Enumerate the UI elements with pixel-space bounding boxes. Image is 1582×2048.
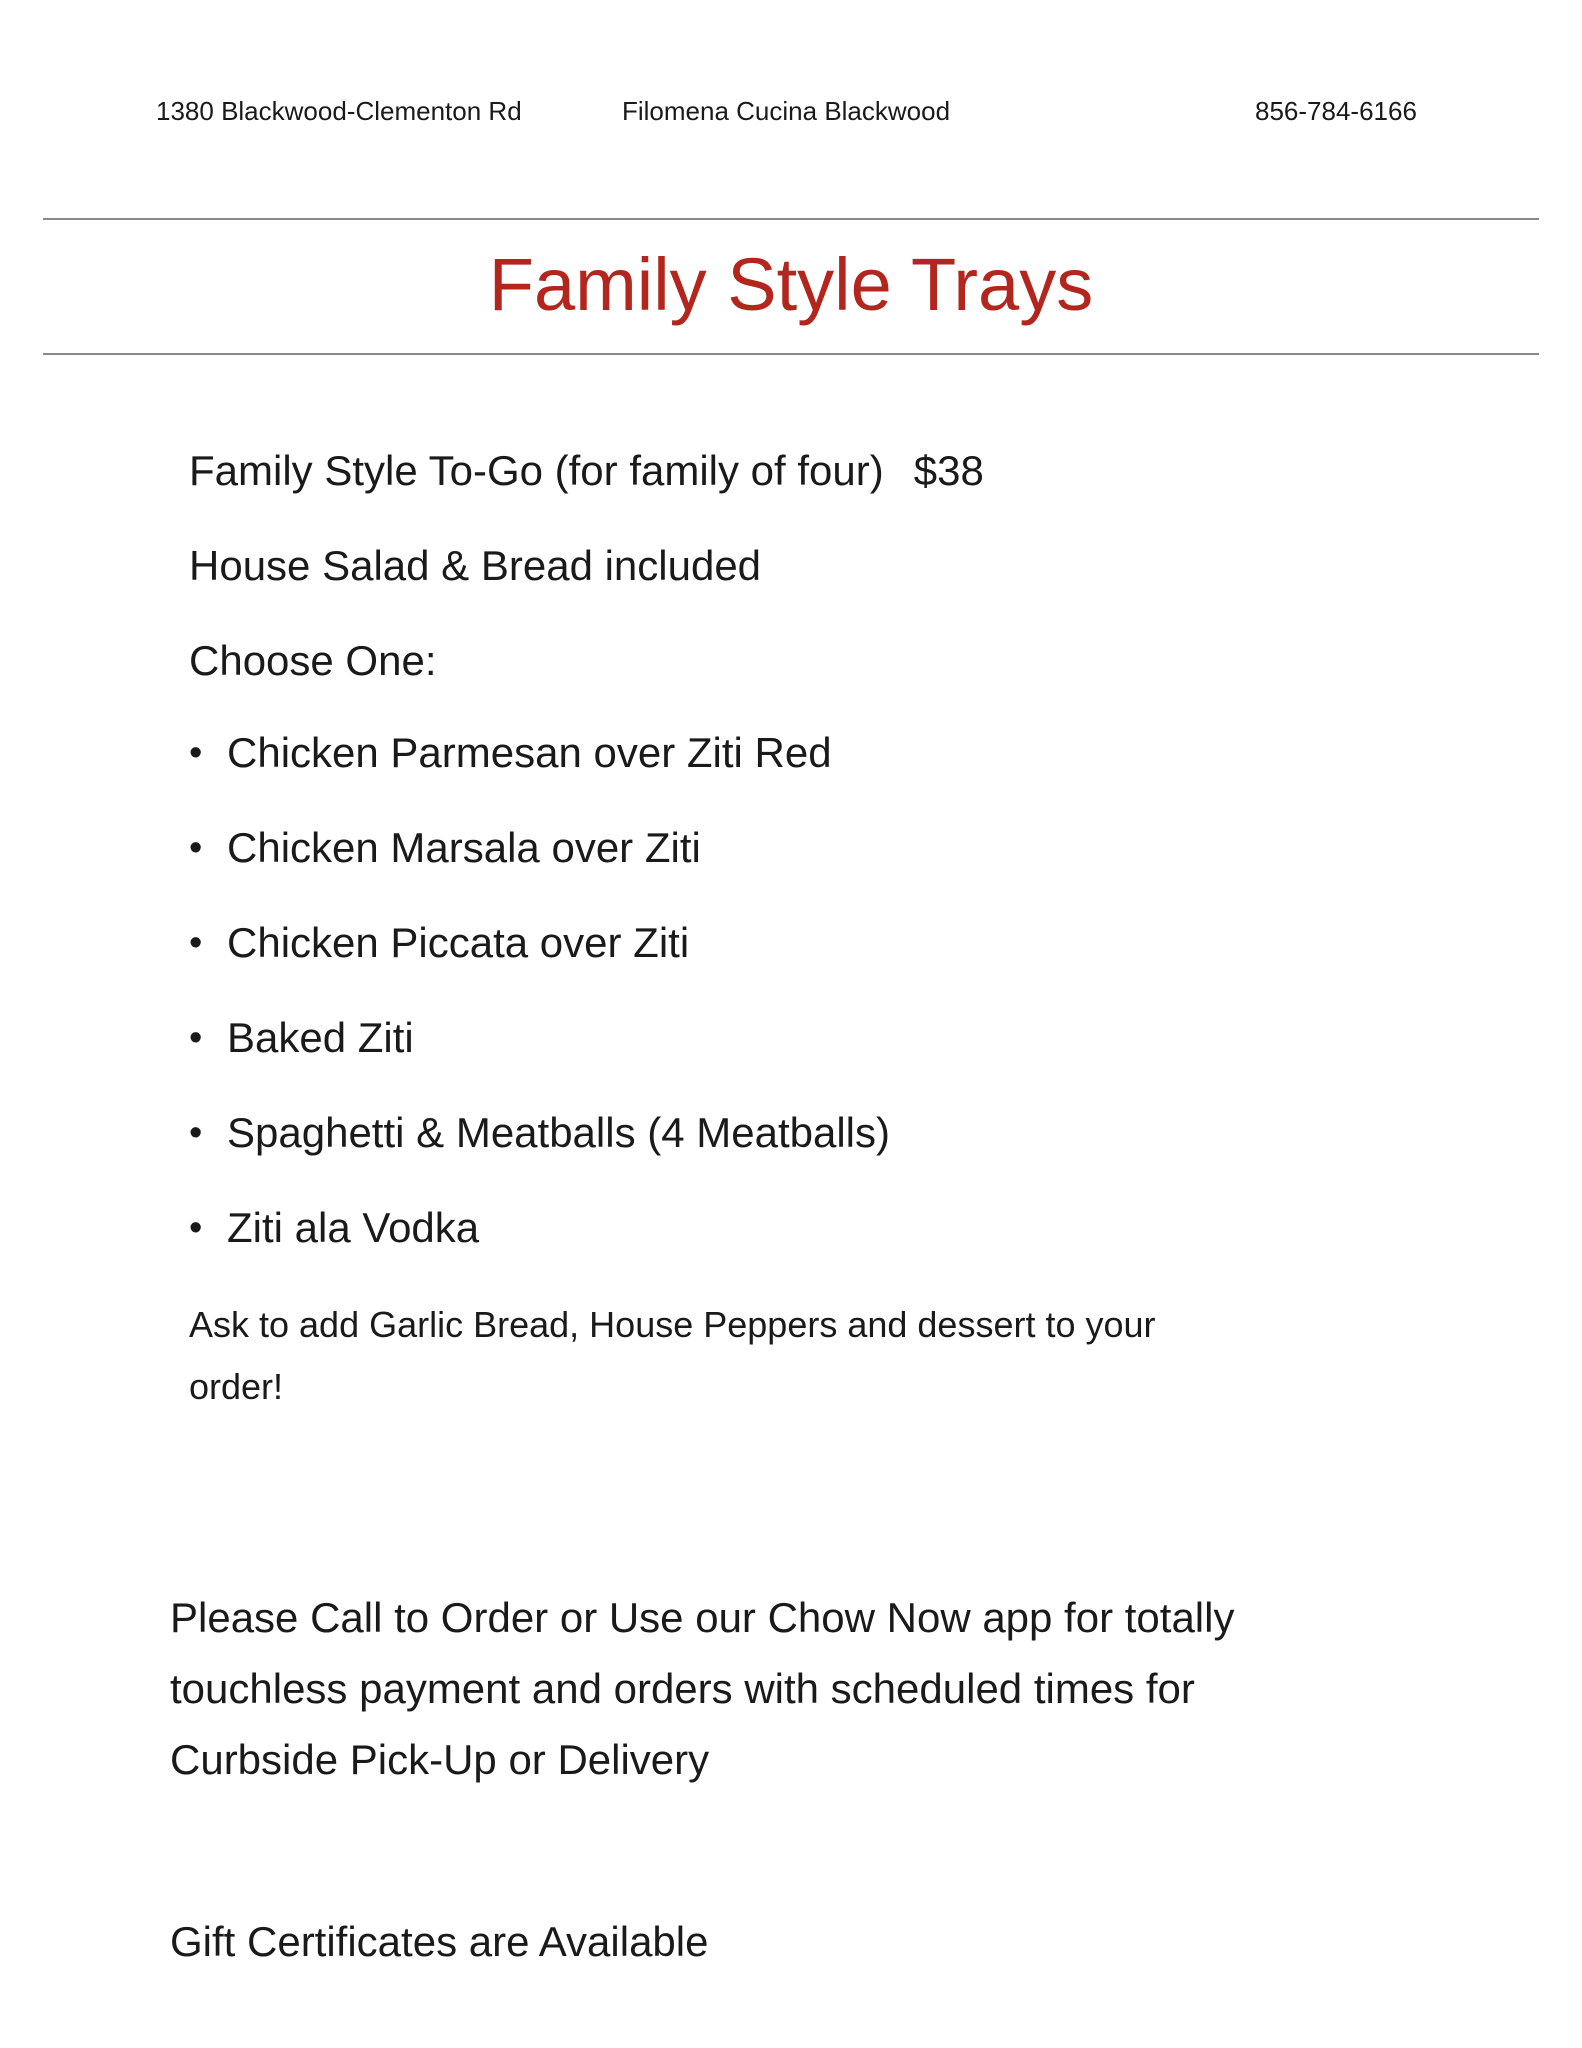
menu-option: [189, 728, 890, 823]
bullet-icon: •: [189, 732, 203, 774]
menu-option-label: Baked Ziti: [227, 1014, 414, 1061]
title-divider-top: [43, 218, 1539, 220]
page-title: Family Style Trays: [488, 243, 1094, 326]
bullet-icon: •: [189, 1207, 203, 1249]
offer-name: Family Style To-Go (for family of four): [189, 447, 884, 494]
offer-line: [189, 446, 984, 496]
restaurant-phone: 856-784-6166: [1255, 96, 1417, 126]
menu-option-label: Spaghetti & Meatballs (4 Meatballs): [227, 1109, 890, 1156]
menu-option-label: Ziti ala Vodka: [227, 1204, 480, 1251]
bullet-icon: •: [189, 1112, 203, 1154]
menu-option: [189, 823, 890, 918]
bullet-icon: •: [189, 1017, 203, 1059]
bullet-icon: •: [189, 827, 203, 869]
menu-option-label: Chicken Parmesan over Ziti Red: [227, 729, 832, 776]
addon-note: Ask to add Garlic Bread, House Peppers and dessert to your order!: [189, 1304, 1156, 1407]
included-items: House Salad & Bread included: [189, 542, 762, 589]
menu-option: [189, 918, 890, 1013]
menu-option: [189, 1203, 890, 1298]
order-instructions: Please Call to Order or Use our Chow Now app for totally touchless payment and orders with scheduled times for Curbside Pick-Up or Delivery: [170, 1594, 1235, 1783]
offer-price: $38: [913, 447, 984, 494]
choose-label: Choose One:: [189, 637, 437, 684]
menu-option: [189, 1013, 890, 1108]
restaurant-address: 1380 Blackwood-Clementon Rd: [156, 96, 522, 126]
bullet-icon: •: [189, 922, 203, 964]
gift-certificate-note: Gift Certificates are Available: [170, 1918, 709, 1965]
menu-option-label: Chicken Marsala over Ziti: [227, 824, 701, 871]
menu-options-list: [189, 728, 890, 1298]
restaurant-name: Filomena Cucina Blackwood: [622, 96, 951, 126]
menu-option: [189, 1108, 890, 1203]
menu-option-label: Chicken Piccata over Ziti: [227, 919, 690, 966]
title-divider-bottom: [43, 353, 1539, 355]
